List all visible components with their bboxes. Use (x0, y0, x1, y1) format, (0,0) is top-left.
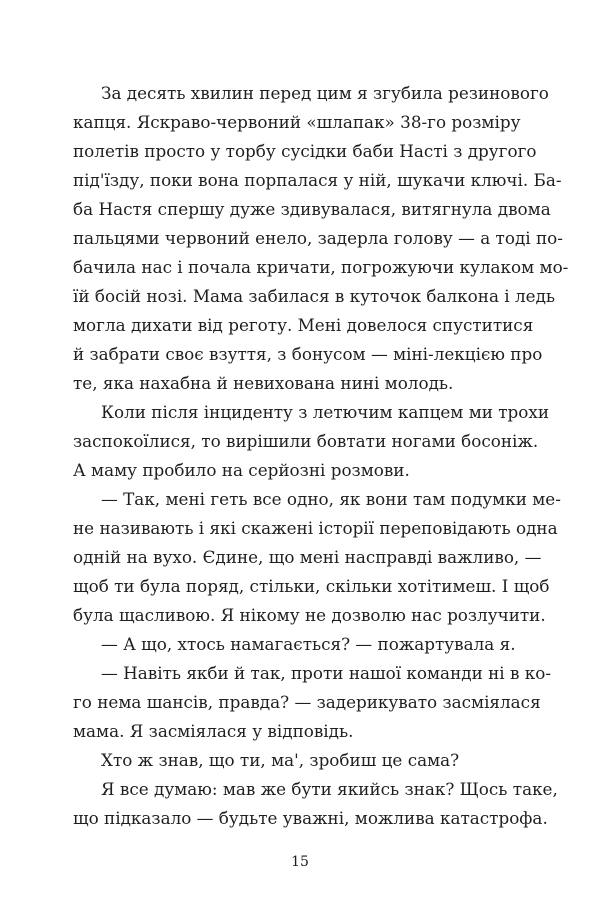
text-line: пальцями червоний енело, задерла голову — а тоді по- (73, 228, 563, 248)
text-line: За десять хвилин перед цим я згубила резинового (101, 83, 549, 103)
text-line: була щасливою. Я нікому не дозволю нас розлучити. (73, 605, 546, 625)
text-line: Хто ж знав, що ти, ма', зробиш це сама? (101, 750, 460, 770)
text-line: могла дихати від реготу. Мені довелося спуститися (73, 315, 534, 335)
text-line: їй босій нозі. Мама забилася в куточок балкона і ледь (73, 286, 556, 306)
text-line: А маму пробило на серйозні розмови. (73, 460, 410, 480)
text-line: що підказало — будьте уважні, можлива катастрофа. (73, 808, 548, 828)
text-line: го нема шансів, правда? — задерикувато засміялася (73, 692, 541, 712)
text-line: одній на вухо. Єдине, що мені насправді важливо, — (73, 547, 542, 567)
text-line: мама. Я засміялася у відповідь. (73, 721, 354, 741)
text-line: щоб ти була поряд, стільки, скільки хотітимеш. І щоб (73, 576, 550, 596)
text-line: — А що, хтось намагається? — пожартувала я. (101, 634, 516, 654)
text-line: те, яка нахабна й невихована нині молодь. (73, 373, 454, 393)
text-line: ба Настя спершу дуже здивувалася, витягнула двома (73, 199, 551, 219)
text-line: заспокоїлися, то вирішили бовтати ногами босоніж. (73, 431, 539, 451)
text-line: — Так, мені геть все одно, як вони там подумки ме- (101, 489, 561, 509)
text-line: Я все думаю: мав же бути якийсь знак? Щось таке, (101, 779, 558, 799)
text-line: — Навіть якби й так, проти нашої команди ні в ко- (101, 663, 552, 683)
text-line: полетів просто у торбу сусідки баби Насті з другого (73, 141, 537, 161)
page-number: 15 (291, 854, 309, 870)
text-line: Коли після інциденту з летючим капцем ми трохи (101, 402, 550, 422)
text-line: бачила нас і почала кричати, погрожуючи кулаком мо- (73, 257, 569, 277)
text-line: й забрати своє взуття, з бонусом — міні-лекцією про (73, 344, 543, 364)
text-line: капця. Яскраво-червоний «шлапак» 38-го розміру (73, 112, 521, 132)
text-line: під'їзду, поки вона порпалася у ній, шукачи ключі. Ба- (73, 170, 562, 190)
text-line: не називають і які скажені історії переповідають одна (73, 518, 558, 538)
